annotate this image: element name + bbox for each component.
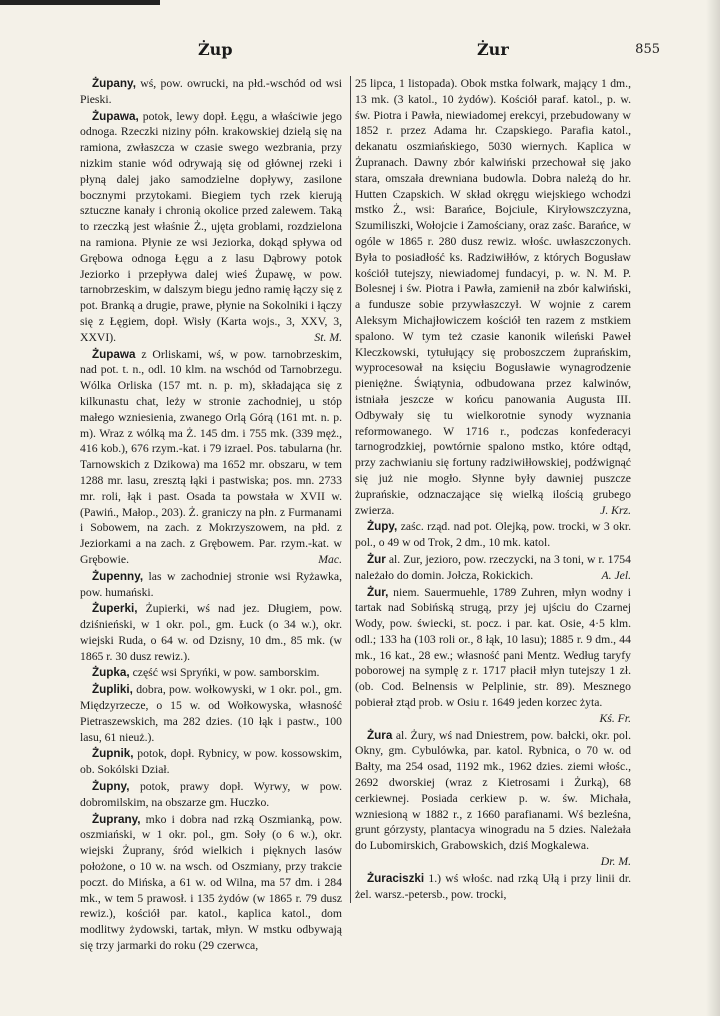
entry-headword: Żupawa,	[92, 109, 139, 123]
entry-text: Żupierki, wś nad jez. Długiem, pow. dziśnieński, w 1 okr. pol., gm. Łuck (o 34 w.), okr. wiejski Ruda, o 64 w. od Dzisny, 10 dm., 85 mk. (w 1865 r. 30 dusz rewiz.).	[80, 602, 342, 663]
entry-text: potok, prawy dopł. Wyrwy, w pow. dobromilskim, na obszarze gm. Huczko.	[80, 780, 342, 809]
dictionary-entry	[355, 871, 631, 903]
entry-headword: Żur	[367, 552, 386, 566]
entry-text: 1.) wś włośc. nad rzką Ułą i przy linii dr. żel. warsz.-petersb., pow. trocki,	[355, 871, 631, 901]
page-number: 855	[635, 42, 660, 57]
entry-headword: Żupany,	[92, 77, 136, 90]
entry-headword: Żura	[367, 728, 393, 742]
entry-text: niem. Sauermuehle, 1789 Zuhren, młyn wodny i tartak nad Sobińską strugą, przy jej ujściu do Czarnej Wody, pow. świecki, st. pocz. i par. kat. Osie, 4·5 klm. odl.; 133 ha (103 roli or., 8 łąk, 10 lasu); 1885 r. 9 dm., 44 mk., 16 kat., 28 ew.; własność pani Mentz. Według taryfy poborowej na symplę z r. 1717 płacił młyn tutejszy 1 zł. (ob. Cod. Belnensis w Pelplinie, str. 89). Mesznego pobierał ztąd prob. w Osiu r. 1649 jeden korzec żyta.	[355, 585, 631, 710]
header-right-word: Żur	[477, 40, 509, 59]
entry-text: z Orliskami, wś, w pow. tarnobrzeskim, nad pot. t. n., odl. 10 klm. na wschód od Tarnobrzegu. Wólka Orliska (157 mt. n. p. m), składająca się z kilkunastu chat, leży w stronie zachodniej, u stóp małego wzniesienia, zwanego Orlą Górą (161 mt. n. p. m). Wraz z wólką ma Ż. 145 dm. i 755 mk. (339 męż., 416 kob.), 676 rzym.-kat. i 79 izrael. Pos. tabularna (hr. Tarnowskich z Dzikowa) ma 1652 mr. obszaru, w tem 1288 mr. lasu, zresztą łąki i pastwiska; pos. mn. 2733 mr. roli, łąk i past. Osada ta powstała w XVII w. (Pawiń., Małop., 203). Ż. graniczy na płn. z Furmanami i Sobowem, na zach. z Mokrzyszowem, na płd. z Jeziorkami a na zach. z Grębowem. Par. rzym.-kat. w Grębowie.	[80, 347, 342, 566]
entry-author: A. Jel.	[601, 568, 631, 582]
entry-headword: Żupliki,	[92, 683, 133, 697]
entry-text: potok, lewy dopł. Łęgu, a właściwie jego odnoga. Rzeczki niziny półn. krakowskiej dzielą się na ramiona, zwłaszcza w czasie swego wezbrania, przy nizkim stanie wód odrywają się od głównej rzeki i płyną dalej jako samodzielne dopływy, zasilone bocznymi przytokami. Biegiem tych rzek kierują sztuczne kanały i chronią okolice przed zalewem. Taką to rzeczką jest właśnie Ż., ujęta groblami, rozdzielona na ramiona. Płynie ze wsi Jeziorka, dokąd spływa od Grębowa odnoga Łęgu a z lasu Dąbrowy potok Jeziorko i przepływa dalej wieś Żupawę, w pow. tarnobrzeskim, w dalszym biegu jedno ramię łączy się z pot. Branką a drugie, prawe, płynie na Sokolniki i łączy się z Łęgiem, dopł. Wisły (Karta wojs., 3, XXV, 3, XXVI).	[80, 109, 342, 344]
dictionary-entry	[80, 109, 342, 346]
entry-headword: Żupy,	[367, 520, 398, 534]
dictionary-entry	[80, 682, 342, 745]
entry-text: część wsi Spryńki, w pow. samborskim.	[129, 666, 320, 680]
entry-author: St. M.	[314, 330, 342, 344]
dictionary-entry	[355, 519, 631, 551]
entry-headword: Żupny,	[92, 780, 130, 794]
entry-text: mko i dobra nad rzką Oszmianką, pow. oszmiański, w 1 okr. pol., gm. Soły (o 6 w.), okr. wiejski Żuprany, śród wielkich i pięknych lasów położone, o 10 w. na wsch. od Oszmiany, przy trakcie poczt. do Mińska, a 61 w. od Wilna, ma 57 dm. i 284 mk., w tem 5 prawosł. i 135 żydów (w 1865 r. 79 dusz rewiz.), kościół par. katol., kaplica katol., dom modlitwy żydowski, tartak, młyn. W mstku odbywają się trzy jarmarki do roku (29 czerwca,	[80, 812, 342, 953]
entry-headword: Żuraciszki	[367, 871, 425, 885]
right-column	[350, 76, 631, 903]
entry-author: Mac.	[318, 552, 342, 566]
dictionary-entry	[80, 665, 342, 681]
dictionary-entry	[355, 76, 631, 518]
entry-text: zaśc. rząd. nad pot. Olejką, pow. trocki, w 3 okr. pol., o 49 w od Trok, 2 dm., 10 mk. katol.	[355, 520, 631, 550]
dictionary-entry	[80, 76, 342, 108]
entry-headword: Żuprany,	[92, 812, 141, 826]
entry-text: al. Zur, jezioro, pow. rzeczycki, na 3 toni, w r. 1754 należało do domin. Jołcza, Rokickich.	[355, 552, 631, 582]
dictionary-entry	[80, 812, 342, 954]
dictionary-entry	[80, 746, 342, 778]
entry-text: las w zachodniej stronie wsi Ryżawka, pow. humański.	[80, 569, 342, 599]
running-header	[60, 40, 660, 64]
dictionary-entry	[355, 728, 631, 870]
page-shadow	[706, 0, 720, 1016]
entry-headword: Żupka,	[92, 666, 130, 680]
entry-author: J. Krz.	[600, 503, 631, 517]
entry-text: wś, pow. owrucki, na płd.-wschód od wsi Pieski.	[80, 77, 342, 106]
dictionary-entry	[80, 601, 342, 664]
entry-headword: Żuperki,	[92, 602, 138, 616]
dictionary-entry	[355, 585, 631, 727]
dictionary-entry	[355, 552, 631, 584]
left-column	[80, 76, 342, 955]
entry-text: potok, dopł. Rybnicy, w pow. kossowskim, ob. Sokólski Dział.	[80, 747, 342, 777]
dictionary-entry	[80, 779, 342, 811]
entry-author: Dr. M.	[600, 855, 631, 869]
entry-headword: Żupawa	[92, 347, 136, 361]
entry-text: 25 lipca, 1 listopada). Obok mstka folwark, mający 1 dm., 13 mk. (3 katol., 10 żydów). Kościół paraf. katol., p. w. św. Piotra i Pawła, niewiadomej erekcyi, przebudowany w 1852 r. przez Adama hr. Czapskiego. Parafia katol., dekanatu oszmiańskiego, 5030 wiernych. Kaplica w Żupranach. Dawny zbór kalwiński przechował się jako stara, omszała drewniana budowla. Dobra należą do hr. Hutten Czapskich. W skład okręgu wiejskiego wchodzi mstko Ż., wsi: Barańce, Bojciule, Kiryłowszczyzna, Szumiliszki, Wołojcie i Zamościany, oraz zaśc. Barańce, w ogóle w 1865 r. 280 dusz rewiz. włośc. uwłaszczonych. Była to posiadłość ks. Radziwiłłów, z których Bogusław kościół tutejszy, niewiadomej fundacyi, p. w. N. M. P. Bolesnej i św. Piotra i Pawła, zamienił na zbór kalwiński, a fundusze sobie przywłaszczył. W wojnie z carem Aleksym Michajłowiczem kościół ten razem z mstkiem spalono. W tym też czasie kanonik wileński Paweł Kleczkowski, tytułujący się proboszczem żuprańskim, wyprocesował na księciu Bogusławie wynagrodzenie pieniężne. Świątynia, odbudowana przez kalwinów, istniała jeszcze w końcu panowania Augusta III. Odbywały się tu wielkorotnie synody wyznania reformowanego. W 1716 r., podczas konfederacyi tarnogrodzkiej, powtórnie spalono mstko, które odtąd, przy zachwianiu się fortuny radziwiłłowskiej, podźwignąć się już nie mogło. Słynne były dawniej puszcze żuprańskie, odznaczające się wielką ilością grubego zwierza.	[355, 77, 631, 517]
entry-text: dobra, pow. wołkowyski, w 1 okr. pol., gm. Międzyrzecze, o 15 w. od Wołkowyska, własność Pietraszewskich, ma 282 dzies. (10 łąk i pastw., 100 lasu, 61 nieuż.).	[80, 683, 342, 744]
dictionary-entry	[80, 347, 342, 568]
page-edge-mark	[0, 0, 160, 5]
entry-text: al. Żury, wś nad Dniestrem, pow. bałcki, okr. pol. Okny, gm. Cybulówka, par. katol. Rybnica, o 70 w. od Bałty, ma 254 osad, 1192 mk., 1962 dzies. ziemi włośc., 2692 dworskiej (wraz z Kietrosami i Żurką), 68 cerkiewnej. Posiada cerkiew p. w. św. Michała, wzniesioną w 1882 r., z 1660 parafianami. Wś bezleśna, grunt górzysty, plantacya winogradu na 5 dzies. Należała do Lubomirskich, Grabowskich, dziś Mogkalewa.	[355, 728, 631, 853]
entry-headword: Żupenny,	[92, 569, 144, 583]
entry-headword: Żupnik,	[92, 747, 134, 761]
entry-author: Kś. Fr.	[599, 711, 631, 725]
entry-headword: Żur,	[367, 585, 389, 599]
dictionary-entry	[80, 569, 342, 601]
header-left-word: Żup	[198, 40, 233, 59]
